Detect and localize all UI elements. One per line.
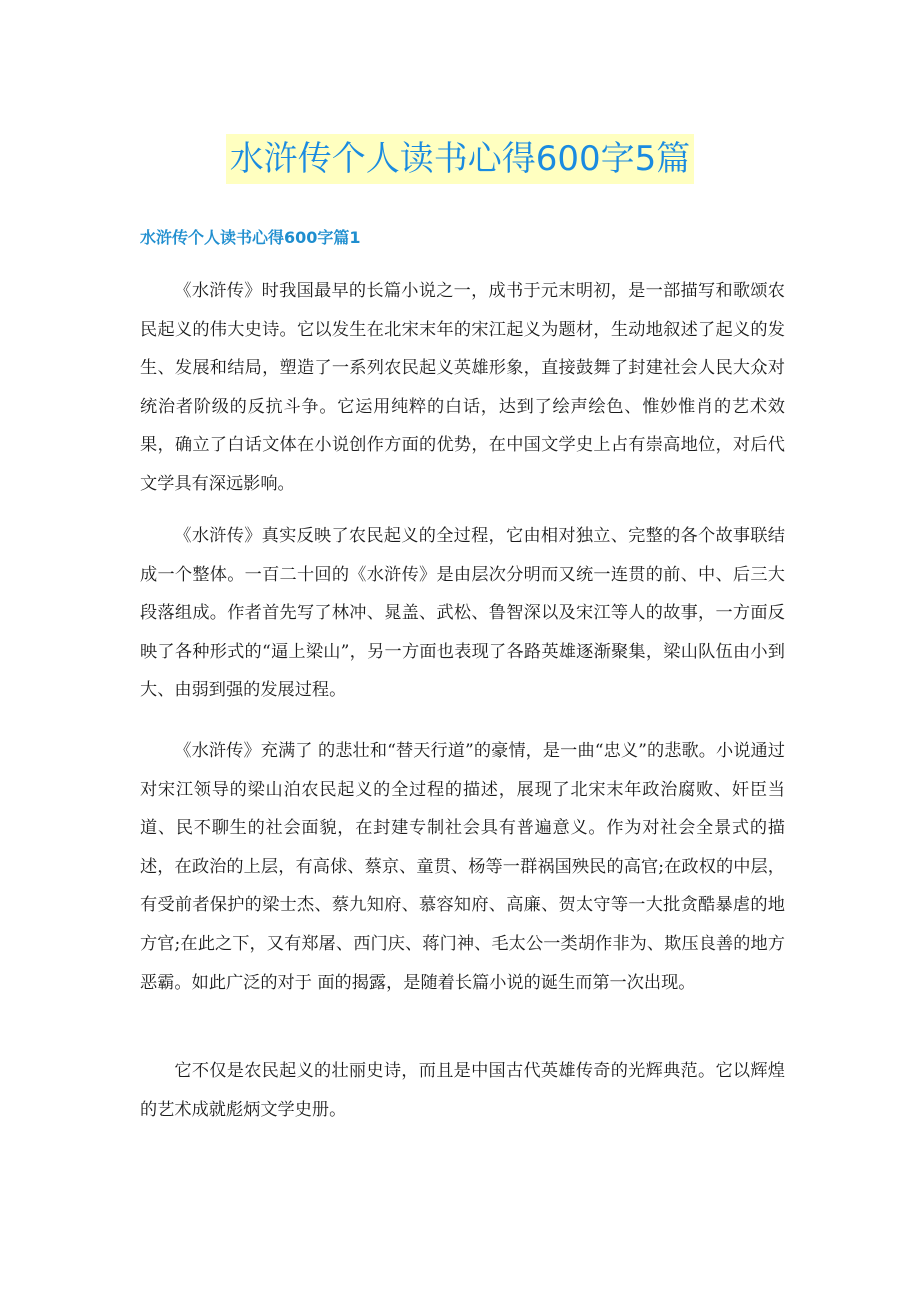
paragraph-4: 它不仅是农民起义的壮丽史诗，而且是中国古代英雄传奇的光辉典范。它以辉煌的艺术成就彪炳文学史册。 [140, 1061, 785, 1120]
paragraph-1: 《水浒传》时我国最早的长篇小说之一，成书于元末明初，是一部描写和歌颂农民起义的伟大史诗。它以发生在北宋末年的宋江起义为题材，生动地叙述了起义的发生、发展和结局，塑造了一系列农民起义英雄形象，直接鼓舞了封建社会人民大众对统治者阶级的反抗斗争。它运用纯粹的白话，达到了绘声绘色、惟妙惟肖的艺术效果，确立了白话文体在小说创作方面的优势，在中国文学史上占有崇高地位，对后代文学具有深远影响。 [140, 281, 785, 494]
title-container [0, 134, 920, 184]
section-heading: 水浒传个人读书心得600字篇1 [140, 228, 361, 247]
paragraph-3: 《水浒传》充满了 的悲壮和“替天行道”的豪情，是一曲“忠义”的悲歌。小说通过对宋江领导的梁山泊农民起义的全过程的描述，展现了北宋末年政治腐败、奸臣当道、民不聊生的社会面貌，在封建专制社会具有普遍意义。作为对社会全景式的描述，在政治的上层，有高俅、蔡京、童贯、杨等一群祸国殃民的高官;在政权的中层，有受前者保护的梁士杰、蔡九知府、慕容知府、高廉、贺太守等一大批贪酷暴虐的地方官;在此之下，又有郑屠、西门庆、蒋门神、毛太公一类胡作非为、欺压良善的地方恶霸。如此广泛的对于 面的揭露，是随着长篇小说的诞生而第一次出现。 [140, 741, 785, 993]
document-title: 水浒传个人读书心得600字5篇 [226, 134, 695, 184]
paragraph-2: 《水浒传》真实反映了农民起义的全过程，它由相对独立、完整的各个故事联结成一个整体。一百二十回的《水浒传》是由层次分明而又统一连贯的前、中、后三大段落组成。作者首先写了林冲、晁盖、武松、鲁智深以及宋江等人的故事，一方面反映了各种形式的“逼上梁山”，另一方面也表现了各路英雄逐渐聚集，梁山队伍由小到大、由弱到强的发展过程。 [140, 526, 785, 701]
